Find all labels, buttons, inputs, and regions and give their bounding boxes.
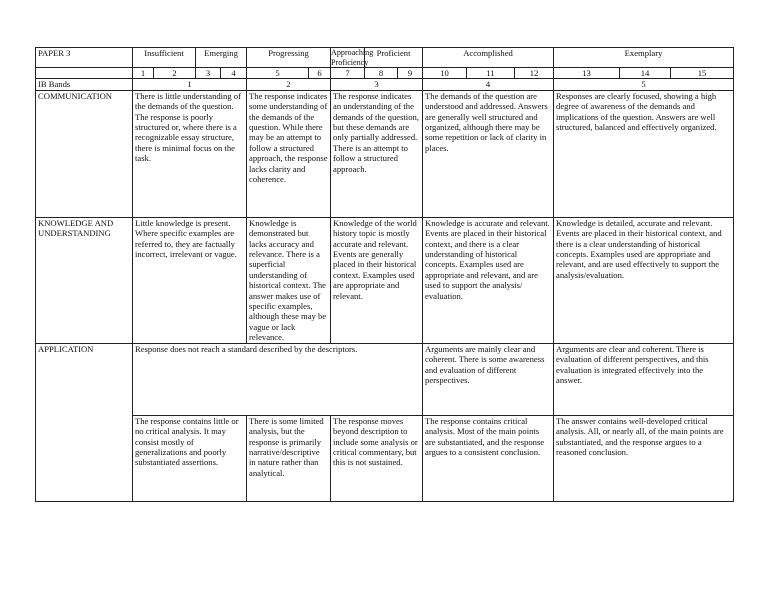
band-number: 1	[133, 79, 247, 90]
score-number: 15	[671, 68, 734, 79]
application-low-bands: Response does not reach a standard described by the descriptors.	[133, 343, 423, 415]
score-number: 12	[515, 68, 554, 79]
communication-band-5: Responses are clearly focused, showing a high degree of awareness of the demands and implications of the question. Answers are well structured, balanced and effectively organized.	[554, 90, 734, 217]
analysis-band-5: The answer contains well-developed critical analysis. All, or nearly all, of the main points are substantiated, and the response argues to a reasoned conclusion.	[554, 415, 734, 501]
score-number: 3	[196, 68, 221, 79]
score-number: 14	[620, 68, 671, 79]
analysis-band-1: The response contains little or no critical analysis. It may consist mostly of generalizations and poorly substantiated assertions.	[133, 415, 247, 501]
knowledge-band-5: Knowledge is detailed, accurate and relevant. Events are placed in their historical context, and there is a clear understanding of historical concepts. Examples used are appropriate and relevant, and are used effectively to support the analysis/evaluation.	[554, 217, 734, 343]
analysis-band-4: The response contains critical analysis. Most of the main points are substantiated, and the response argues to a consistent conclusion.	[423, 415, 554, 501]
score-number: 1	[133, 68, 154, 79]
level-progressing: Progressing	[247, 48, 331, 68]
score-number: 11	[467, 68, 515, 79]
band-number: 4	[423, 79, 554, 90]
band-number: 5	[554, 79, 734, 90]
application-label: APPLICATION	[36, 343, 133, 501]
score-number: 6	[309, 68, 331, 79]
score-number: 7	[331, 68, 365, 79]
knowledge-band-3: Knowledge of the world history topic is mostly accurate and relevant. Events are generally placed in their historical context. Examples used are appropriate and relevant.	[331, 217, 423, 343]
score-number: 9	[398, 68, 423, 79]
communication-band-2: The response indicates some understanding of the demands of the question. While there may be an attempt to follow a structured approach, the response lacks clarity and coherence.	[247, 90, 331, 217]
level-exemplary: Exemplary	[554, 48, 734, 68]
level-emerging: Emerging	[196, 48, 247, 68]
band-row	[36, 79, 734, 90]
level-approaching-proficiency: Approaching Proficiency	[331, 48, 374, 67]
score-number: 4	[221, 68, 247, 79]
application-row	[36, 343, 734, 415]
knowledge-band-2: Knowledge is demonstrated but lacks accuracy and relevance. There is a superficial understanding of historical context. The answer makes use of specific examples, although these may be vague or lack relevance.	[247, 217, 331, 343]
analysis-row	[36, 415, 734, 501]
number-row-blank	[36, 68, 133, 79]
communication-band-3: The response indicates an understanding of the demands of the question, but these demands are only partially addressed. There is an attempt to follow a structured approach.	[331, 90, 423, 217]
paper-label: PAPER 3	[36, 48, 133, 68]
score-number: 13	[554, 68, 620, 79]
band-number: 3	[331, 79, 423, 90]
band-number: 2	[247, 79, 331, 90]
communication-band-4: The demands of the question are understood and addressed. Answers are generally well structured and organized, although there may be some repetition or lack of clarity in places.	[423, 90, 554, 217]
level-accomplished: Accomplished	[423, 48, 554, 68]
communication-band-1: There is little understanding of the demands of the question. The response is poorly structured or, where there is a recognizable essay structure, there is minimal focus on the task.	[133, 90, 247, 217]
score-number: 8	[365, 68, 398, 79]
level-proficient: Proficient	[365, 48, 423, 68]
knowledge-label: KNOWLEDGE AND UNDERSTANDING	[36, 217, 133, 343]
rubric-table	[35, 47, 734, 502]
analysis-band-2: There is some limited analysis, but the response is primarily narrative/descriptive in nature rather than analytical.	[247, 415, 331, 501]
header-row	[36, 48, 734, 68]
number-row	[36, 68, 734, 79]
communication-label: COMMUNICATION	[36, 90, 133, 217]
application-accomplished: Arguments are mainly clear and coherent. There is some awareness and evaluation of different perspectives.	[423, 343, 554, 415]
communication-row	[36, 90, 734, 217]
score-number: 2	[154, 68, 196, 79]
knowledge-band-1: Little knowledge is present. Where specific examples are referred to, they are factually incorrect, irrelevant or vague.	[133, 217, 247, 343]
knowledge-row	[36, 217, 734, 343]
application-exemplary: Arguments are clear and coherent. There is evaluation of different perspectives, and this evaluation is integrated effectively into the answer.	[554, 343, 734, 415]
level-insufficient: Insufficient	[133, 48, 196, 68]
analysis-band-3: The response moves beyond description to include some analysis or critical commentary, but this is not sustained.	[331, 415, 423, 501]
score-number: 5	[247, 68, 309, 79]
knowledge-band-4: Knowledge is accurate and relevant. Events are placed in their historical context, and there is a clear understanding of historical concepts. Examples used are appropriate and relevant, and are used to support the analysis/ evaluation.	[423, 217, 554, 343]
score-number: 10	[423, 68, 467, 79]
ib-bands-label: IB Bands	[36, 79, 133, 90]
